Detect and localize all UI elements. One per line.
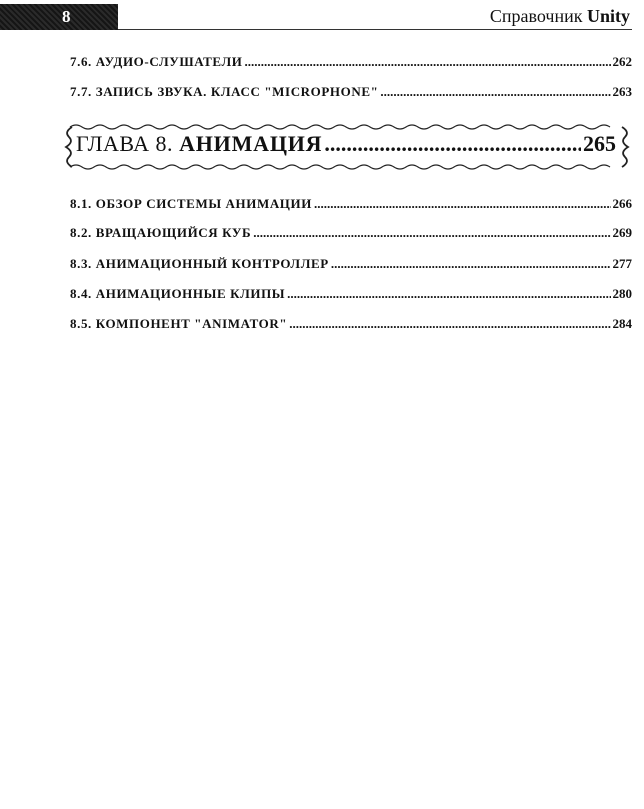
toc-entry-8-5 — [70, 316, 632, 332]
toc-leader-dots — [287, 286, 610, 302]
toc-entry-7-6 — [70, 54, 632, 70]
toc-entry-page: 280 — [612, 286, 632, 301]
toc-entry-label: 8.3. АНИМАЦИОННЫЙ КОНТРОЛЛЕР — [70, 256, 329, 271]
toc-entry-page: 262 — [612, 54, 632, 69]
toc-entry-8-3 — [70, 256, 632, 272]
page-number: 8 — [62, 7, 71, 26]
toc-entry-8-1 — [70, 196, 632, 212]
toc-entry-label: 8.1. ОБЗОР СИСТЕМЫ АНИМАЦИИ — [70, 196, 312, 211]
toc-leader-dots — [253, 225, 610, 241]
toc-entry-page: 263 — [612, 84, 632, 99]
toc-entry-7-7 — [70, 84, 632, 100]
toc-entry-label: 7.7. ЗАПИСЬ ЗВУКА. КЛАСС "MICROPHONE" — [70, 84, 379, 99]
chapter-heading — [76, 131, 616, 157]
toc-leader-dots — [331, 256, 611, 272]
book-title-prefix: Справочник — [489, 6, 583, 26]
chapter-leader-dots — [324, 131, 581, 157]
toc-entry-8-4 — [70, 286, 632, 302]
page-number-box — [0, 4, 118, 30]
chapter-title: АНИМАЦИЯ — [179, 131, 323, 156]
toc-entry-label: 8.2. ВРАЩАЮЩИЙСЯ КУБ — [70, 225, 252, 240]
toc-entry-page: 277 — [612, 256, 632, 271]
toc-entry-label: 7.6. АУДИО-СЛУШАТЕЛИ — [70, 54, 243, 69]
chapter-heading-frame — [60, 122, 636, 172]
toc-entry-page: 284 — [612, 316, 632, 331]
toc-entry-page: 269 — [612, 225, 632, 240]
page-header — [0, 0, 644, 34]
toc-entry-label: 8.5. КОМПОНЕНТ "ANIMATOR" — [70, 316, 288, 331]
chapter-number: ГЛАВА 8. — [76, 131, 174, 156]
toc-leader-dots — [245, 54, 611, 70]
toc-entry-8-2 — [70, 225, 632, 241]
toc-entry-page: 266 — [612, 196, 632, 211]
toc-leader-dots — [314, 196, 611, 212]
chapter-page: 265 — [583, 131, 616, 156]
book-title — [490, 6, 630, 27]
book-title-name: Unity — [586, 6, 630, 26]
toc-leader-dots — [289, 316, 610, 332]
toc-entry-label: 8.4. АНИМАЦИОННЫЕ КЛИПЫ — [70, 286, 286, 301]
header-rule — [118, 29, 632, 30]
toc-leader-dots — [380, 84, 610, 100]
